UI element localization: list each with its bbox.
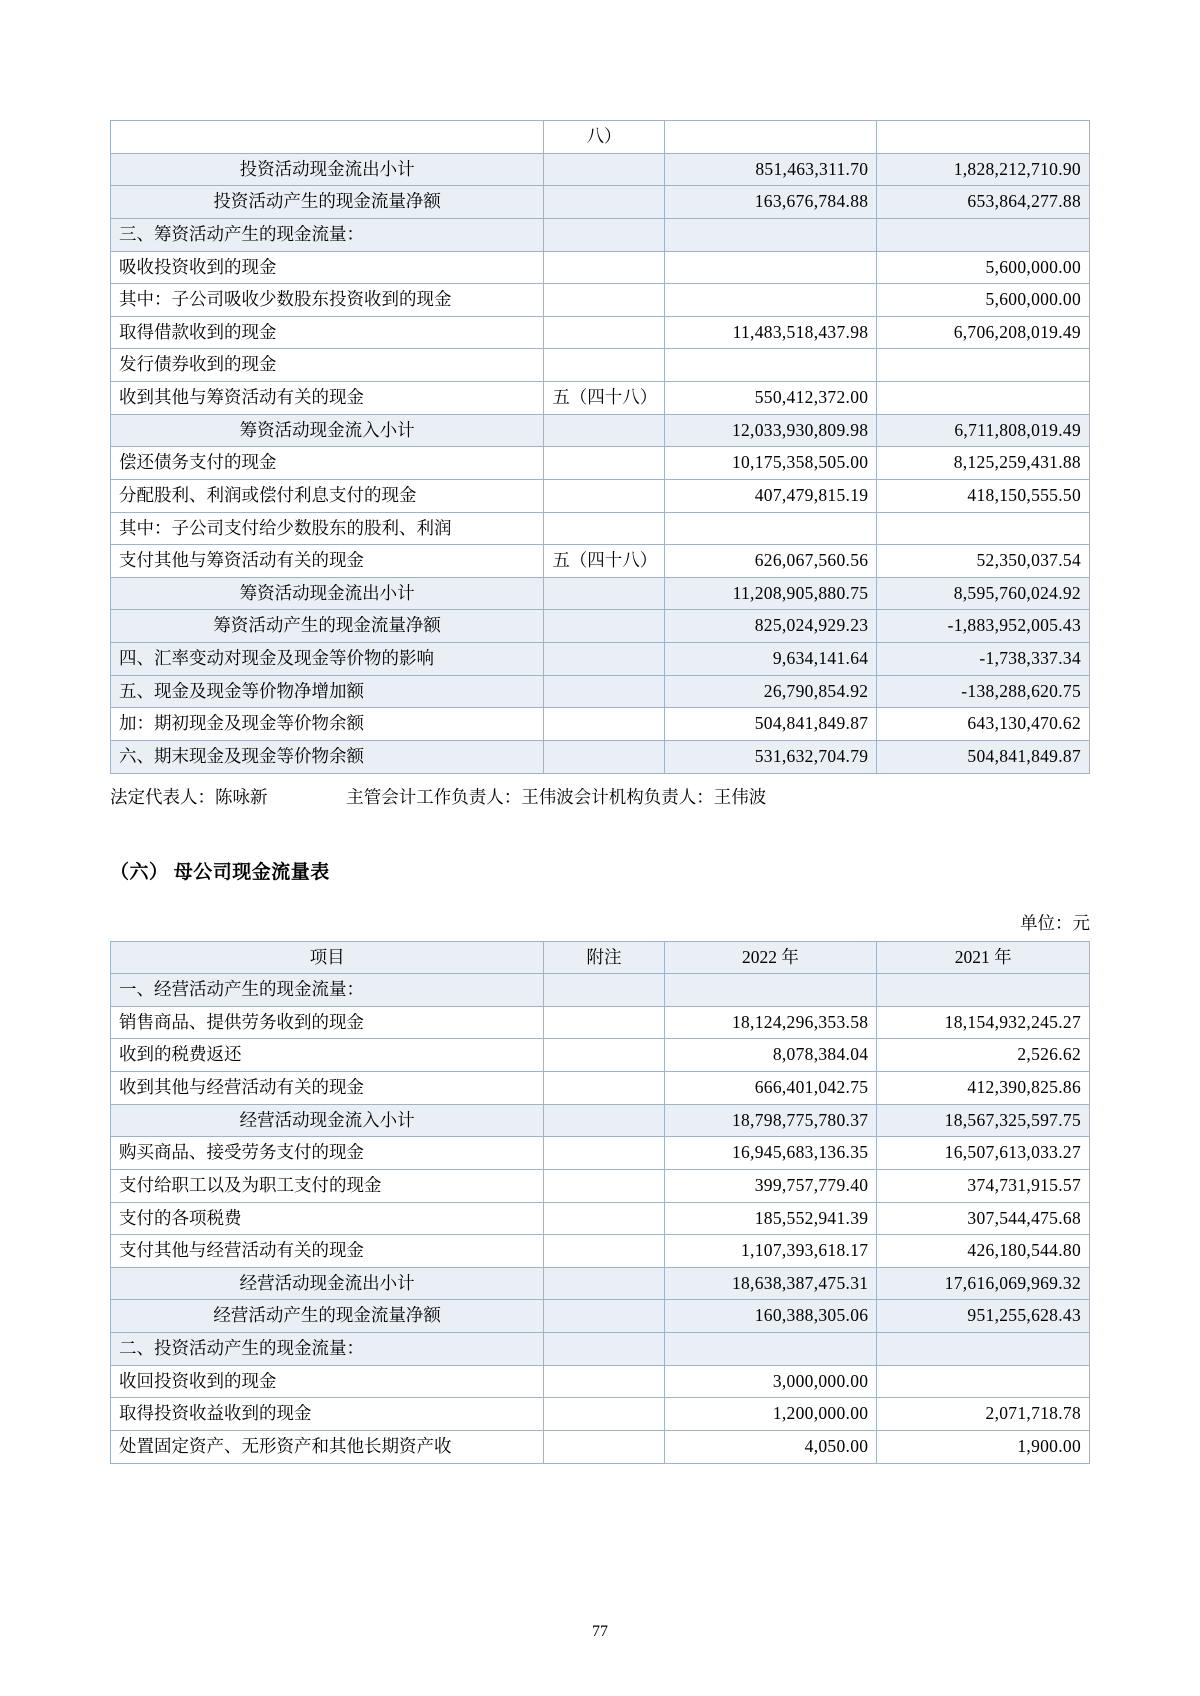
row-item-label: 经营活动现金流出小计 [111, 1267, 544, 1300]
row-value-2021: 643,130,470.62 [877, 708, 1090, 741]
table-row [111, 218, 1090, 251]
row-value-2022: 10,175,358,505.00 [664, 447, 877, 480]
row-value-2022: 4,050.00 [664, 1430, 877, 1463]
row-value-2022: 26,790,854.92 [664, 675, 877, 708]
row-value-2021 [877, 121, 1090, 154]
row-note [544, 1202, 664, 1235]
row-value-2022: 851,463,311.70 [664, 153, 877, 186]
row-value-2022: 160,388,305.06 [664, 1300, 877, 1333]
row-item-label: 吸收投资收到的现金 [111, 251, 544, 284]
row-value-2022: 399,757,779.40 [664, 1169, 877, 1202]
row-value-2022: 11,483,518,437.98 [664, 316, 877, 349]
row-note [544, 479, 664, 512]
row-value-2022: 8,078,384.04 [664, 1039, 877, 1072]
column-header-0: 项目 [111, 941, 544, 974]
table-row [111, 447, 1090, 480]
row-note [544, 1072, 664, 1105]
row-note [544, 1169, 664, 1202]
row-value-2021: 6,711,808,019.49 [877, 414, 1090, 447]
table-row [111, 153, 1090, 186]
row-value-2021: 2,526.62 [877, 1039, 1090, 1072]
table-row [111, 1365, 1090, 1398]
row-value-2022 [664, 349, 877, 382]
row-item-label: 取得投资收益收到的现金 [111, 1398, 544, 1431]
row-value-2022 [664, 121, 877, 154]
row-item-label: 支付其他与经营活动有关的现金 [111, 1235, 544, 1268]
row-note [544, 218, 664, 251]
row-item-label: 筹资活动现金流入小计 [111, 414, 544, 447]
row-value-2022: 18,798,775,780.37 [664, 1104, 877, 1137]
row-value-2021 [877, 974, 1090, 1007]
row-note [544, 1333, 664, 1366]
legal-representative: 法定代表人：陈咏新 [110, 786, 268, 807]
row-item-label: 收回投资收到的现金 [111, 1365, 544, 1398]
row-value-2022: 9,634,141.64 [664, 643, 877, 676]
row-value-2021: 426,180,544.80 [877, 1235, 1090, 1268]
row-value-2022: 504,841,849.87 [664, 708, 877, 741]
row-value-2022: 626,067,560.56 [664, 545, 877, 578]
table-top-body [111, 121, 1090, 774]
table-row [111, 121, 1090, 154]
row-item-label: 投资活动现金流出小计 [111, 153, 544, 186]
row-item-label: 一、经营活动产生的现金流量： [111, 974, 544, 1007]
table-row [111, 974, 1090, 1007]
row-value-2021: 412,390,825.86 [877, 1072, 1090, 1105]
row-note [544, 740, 664, 773]
row-item-label: 收到的税费返还 [111, 1039, 544, 1072]
row-value-2021 [877, 1333, 1090, 1366]
row-item-label: 经营活动现金流入小计 [111, 1104, 544, 1137]
table-row [111, 1006, 1090, 1039]
row-note [544, 1398, 664, 1431]
row-note: 五（四十八） [544, 545, 664, 578]
row-item-label [111, 121, 544, 154]
row-item-label: 筹资活动现金流出小计 [111, 577, 544, 610]
row-item-label: 收到其他与经营活动有关的现金 [111, 1072, 544, 1105]
table-bottom-body [111, 974, 1090, 1463]
row-value-2022 [664, 1333, 877, 1366]
row-value-2021: 307,544,475.68 [877, 1202, 1090, 1235]
row-value-2021: 653,864,277.88 [877, 186, 1090, 219]
row-value-2021: -1,738,337.34 [877, 643, 1090, 676]
row-note [544, 153, 664, 186]
row-value-2021: 5,600,000.00 [877, 251, 1090, 284]
row-item-label: 处置固定资产、无形资产和其他长期资产收 [111, 1430, 544, 1463]
page-number: 77 [592, 1623, 608, 1640]
row-value-2022: 12,033,930,809.98 [664, 414, 877, 447]
table-bottom-head [111, 941, 1090, 974]
row-value-2021: -1,883,952,005.43 [877, 610, 1090, 643]
section-title: （六） 母公司现金流量表 [110, 861, 330, 883]
row-item-label: 加：期初现金及现金等价物余额 [111, 708, 544, 741]
row-value-2021: 18,567,325,597.75 [877, 1104, 1090, 1137]
table-row [111, 643, 1090, 676]
row-value-2021 [877, 349, 1090, 382]
unit-label: 单位：元 [1020, 912, 1090, 933]
table-row [111, 1430, 1090, 1463]
row-item-label: 经营活动产生的现金流量净额 [111, 1300, 544, 1333]
row-value-2021: 18,154,932,245.27 [877, 1006, 1090, 1039]
row-value-2022 [664, 284, 877, 317]
consolidated-cash-flow-table-continued [110, 120, 1090, 774]
row-note [544, 1039, 664, 1072]
table-row [111, 1333, 1090, 1366]
row-value-2022 [664, 218, 877, 251]
row-item-label: 分配股利、利润或偿付利息支付的现金 [111, 479, 544, 512]
row-value-2022: 1,107,393,618.17 [664, 1235, 877, 1268]
row-value-2022: 531,632,704.79 [664, 740, 877, 773]
table-row [111, 545, 1090, 578]
row-value-2021: 504,841,849.87 [877, 740, 1090, 773]
row-item-label: 收到其他与筹资活动有关的现金 [111, 382, 544, 415]
row-value-2022: 550,412,372.00 [664, 382, 877, 415]
row-value-2021: 951,255,628.43 [877, 1300, 1090, 1333]
row-item-label: 五、现金及现金等价物净增加额 [111, 675, 544, 708]
row-note [544, 1267, 664, 1300]
row-value-2021: 8,595,760,024.92 [877, 577, 1090, 610]
row-note [544, 708, 664, 741]
row-note [544, 610, 664, 643]
row-value-2021: 374,731,915.57 [877, 1169, 1090, 1202]
row-value-2022: 16,945,683,136.35 [664, 1137, 877, 1170]
row-item-label: 其中：子公司吸收少数股东投资收到的现金 [111, 284, 544, 317]
row-value-2022 [664, 512, 877, 545]
table-row [111, 577, 1090, 610]
row-value-2021: 6,706,208,019.49 [877, 316, 1090, 349]
row-note: 五（四十八） [544, 382, 664, 415]
row-value-2022 [664, 251, 877, 284]
row-value-2022: 666,401,042.75 [664, 1072, 877, 1105]
row-note [544, 284, 664, 317]
table-row [111, 1169, 1090, 1202]
table-row [111, 512, 1090, 545]
column-header-2: 2022 年 [664, 941, 877, 974]
row-value-2021: -138,288,620.75 [877, 675, 1090, 708]
row-item-label: 投资活动产生的现金流量净额 [111, 186, 544, 219]
row-value-2021 [877, 218, 1090, 251]
table-row [111, 479, 1090, 512]
table-header-row [111, 941, 1090, 974]
row-item-label: 偿还债务支付的现金 [111, 447, 544, 480]
row-value-2021 [877, 1365, 1090, 1398]
row-item-label: 支付其他与筹资活动有关的现金 [111, 545, 544, 578]
row-value-2021 [877, 512, 1090, 545]
row-value-2022: 163,676,784.88 [664, 186, 877, 219]
row-value-2021: 5,600,000.00 [877, 284, 1090, 317]
table-row [111, 1039, 1090, 1072]
row-value-2022: 18,124,296,353.58 [664, 1006, 877, 1039]
row-note [544, 316, 664, 349]
row-item-label: 销售商品、提供劳务收到的现金 [111, 1006, 544, 1039]
row-value-2021: 16,507,613,033.27 [877, 1137, 1090, 1170]
table-row [111, 349, 1090, 382]
row-item-label: 其中：子公司支付给少数股东的股利、利润 [111, 512, 544, 545]
row-item-label: 六、期末现金及现金等价物余额 [111, 740, 544, 773]
row-value-2021: 2,071,718.78 [877, 1398, 1090, 1431]
row-item-label: 购买商品、接受劳务支付的现金 [111, 1137, 544, 1170]
row-note [544, 1430, 664, 1463]
row-value-2021: 52,350,037.54 [877, 545, 1090, 578]
row-note [544, 577, 664, 610]
table-row [111, 740, 1090, 773]
table-row [111, 1202, 1090, 1235]
row-item-label: 二、投资活动产生的现金流量： [111, 1333, 544, 1366]
row-note [544, 1104, 664, 1137]
row-value-2021: 1,828,212,710.90 [877, 153, 1090, 186]
row-note [544, 1365, 664, 1398]
table-row [111, 414, 1090, 447]
column-header-3: 2021 年 [877, 941, 1090, 974]
row-value-2022: 407,479,815.19 [664, 479, 877, 512]
row-item-label: 支付给职工以及为职工支付的现金 [111, 1169, 544, 1202]
row-note [544, 447, 664, 480]
row-note [544, 643, 664, 676]
row-value-2022: 1,200,000.00 [664, 1398, 877, 1431]
table-row [111, 1267, 1090, 1300]
table-row [111, 1398, 1090, 1431]
row-value-2022: 185,552,941.39 [664, 1202, 877, 1235]
table-row [111, 1300, 1090, 1333]
row-item-label: 取得借款收到的现金 [111, 316, 544, 349]
row-item-label: 三、筹资活动产生的现金流量： [111, 218, 544, 251]
row-note [544, 1006, 664, 1039]
row-item-label: 支付的各项税费 [111, 1202, 544, 1235]
row-note [544, 186, 664, 219]
table-row [111, 186, 1090, 219]
table-row [111, 610, 1090, 643]
table-row [111, 316, 1090, 349]
row-value-2022: 11,208,905,880.75 [664, 577, 877, 610]
row-note [544, 974, 664, 1007]
table-row [111, 1137, 1090, 1170]
table-row [111, 675, 1090, 708]
column-header-1: 附注 [544, 941, 664, 974]
row-value-2021: 17,616,069,969.32 [877, 1267, 1090, 1300]
table-row [111, 708, 1090, 741]
row-value-2022: 3,000,000.00 [664, 1365, 877, 1398]
row-value-2021: 1,900.00 [877, 1430, 1090, 1463]
row-note: 八） [544, 121, 664, 154]
row-value-2021 [877, 382, 1090, 415]
row-note [544, 1137, 664, 1170]
row-value-2021: 418,150,555.50 [877, 479, 1090, 512]
row-note [544, 675, 664, 708]
row-item-label: 发行债券收到的现金 [111, 349, 544, 382]
row-note [544, 349, 664, 382]
table-row [111, 1072, 1090, 1105]
row-item-label: 筹资活动产生的现金流量净额 [111, 610, 544, 643]
row-value-2022: 18,638,387,475.31 [664, 1267, 877, 1300]
row-note [544, 512, 664, 545]
parent-company-cash-flow-table [110, 941, 1090, 1464]
row-note [544, 251, 664, 284]
row-value-2022 [664, 974, 877, 1007]
signature-line [110, 784, 1090, 809]
table-row [111, 1235, 1090, 1268]
table-row [111, 382, 1090, 415]
row-value-2021: 8,125,259,431.88 [877, 447, 1090, 480]
row-note [544, 1235, 664, 1268]
table-row [111, 1104, 1090, 1137]
row-note [544, 414, 664, 447]
accounting-head: 主管会计工作负责人：王伟波会计机构负责人：王伟波 [346, 786, 767, 807]
row-value-2022: 825,024,929.23 [664, 610, 877, 643]
table-row [111, 284, 1090, 317]
row-note [544, 1300, 664, 1333]
row-item-label: 四、汇率变动对现金及现金等价物的影响 [111, 643, 544, 676]
table-row [111, 251, 1090, 284]
